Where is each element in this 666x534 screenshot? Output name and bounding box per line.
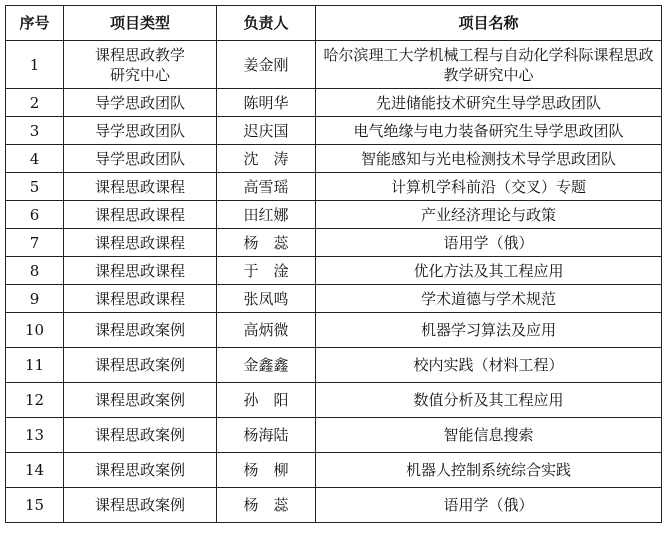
- table-row: [6, 201, 662, 229]
- cell-no: 5: [6, 173, 64, 201]
- cell-no: 2: [6, 89, 64, 117]
- cell-leader: 杨海陆: [217, 418, 316, 453]
- header-leader: 负责人: [217, 6, 316, 41]
- cell-name: 哈尔滨理工大学机械工程与自动化学科际课程思政教学研究中心: [316, 41, 662, 89]
- cell-type: 课程思政课程: [64, 173, 217, 201]
- table-row: [6, 285, 662, 313]
- cell-leader: 孙 阳: [217, 383, 316, 418]
- cell-name: 语用学（俄）: [316, 488, 662, 523]
- table-row: [6, 418, 662, 453]
- cell-no: 15: [6, 488, 64, 523]
- cell-no: 6: [6, 201, 64, 229]
- cell-type: 导学思政团队: [64, 145, 217, 173]
- cell-type: 课程思政案例: [64, 418, 217, 453]
- cell-type: 课程思政课程: [64, 201, 217, 229]
- cell-no: 8: [6, 257, 64, 285]
- cell-type: 课程思政课程: [64, 257, 217, 285]
- table-row: [6, 173, 662, 201]
- cell-name: 优化方法及其工程应用: [316, 257, 662, 285]
- header-no: 序号: [6, 6, 64, 41]
- cell-type: 课程思政课程: [64, 285, 217, 313]
- cell-no: 13: [6, 418, 64, 453]
- table-row: [6, 257, 662, 285]
- table-row: [6, 488, 662, 523]
- cell-type: 导学思政团队: [64, 89, 217, 117]
- cell-name: 先进储能技术研究生导学思政团队: [316, 89, 662, 117]
- cell-no: 4: [6, 145, 64, 173]
- cell-name: 数值分析及其工程应用: [316, 383, 662, 418]
- cell-leader: 迟庆国: [217, 117, 316, 145]
- cell-no: 3: [6, 117, 64, 145]
- cell-name: 智能信息搜索: [316, 418, 662, 453]
- cell-leader: 杨 蕊: [217, 229, 316, 257]
- table-row: [6, 41, 662, 89]
- cell-leader: 田红娜: [217, 201, 316, 229]
- cell-type: 课程思政案例: [64, 313, 217, 348]
- header-type: 项目类型: [64, 6, 217, 41]
- cell-no: 7: [6, 229, 64, 257]
- cell-name: 计算机学科前沿（交叉）专题: [316, 173, 662, 201]
- cell-no: 1: [6, 41, 64, 89]
- cell-name: 智能感知与光电检测技术导学思政团队: [316, 145, 662, 173]
- cell-leader: 杨 蕊: [217, 488, 316, 523]
- cell-leader: 于 淦: [217, 257, 316, 285]
- project-table: [5, 5, 662, 523]
- cell-type: 课程思政案例: [64, 383, 217, 418]
- cell-name: 语用学（俄）: [316, 229, 662, 257]
- table-row: [6, 453, 662, 488]
- cell-type: 课程思政案例: [64, 488, 217, 523]
- cell-leader: 高雪瑶: [217, 173, 316, 201]
- table-row: [6, 117, 662, 145]
- cell-type: 课程思政案例: [64, 453, 217, 488]
- cell-leader: 沈 涛: [217, 145, 316, 173]
- table-row: [6, 229, 662, 257]
- cell-no: 10: [6, 313, 64, 348]
- cell-name: 校内实践（材料工程）: [316, 348, 662, 383]
- header-row: [6, 6, 662, 41]
- cell-type: 课程思政教学 研究中心: [64, 41, 217, 89]
- cell-leader: 杨 柳: [217, 453, 316, 488]
- header-name: 项目名称: [316, 6, 662, 41]
- cell-name: 学术道德与学术规范: [316, 285, 662, 313]
- cell-leader: 姜金刚: [217, 41, 316, 89]
- cell-type: 导学思政团队: [64, 117, 217, 145]
- cell-name: 机器学习算法及应用: [316, 313, 662, 348]
- cell-no: 9: [6, 285, 64, 313]
- cell-no: 11: [6, 348, 64, 383]
- cell-name: 电气绝缘与电力装备研究生导学思政团队: [316, 117, 662, 145]
- table-row: [6, 145, 662, 173]
- table-row: [6, 383, 662, 418]
- cell-name: 机器人控制系统综合实践: [316, 453, 662, 488]
- cell-no: 12: [6, 383, 64, 418]
- cell-no: 14: [6, 453, 64, 488]
- table-row: [6, 348, 662, 383]
- cell-leader: 张凤鸣: [217, 285, 316, 313]
- table-row: [6, 313, 662, 348]
- cell-type: 课程思政课程: [64, 229, 217, 257]
- cell-leader: 高炳微: [217, 313, 316, 348]
- cell-leader: 陈明华: [217, 89, 316, 117]
- cell-leader: 金鑫鑫: [217, 348, 316, 383]
- cell-type: 课程思政案例: [64, 348, 217, 383]
- cell-name: 产业经济理论与政策: [316, 201, 662, 229]
- table-row: [6, 89, 662, 117]
